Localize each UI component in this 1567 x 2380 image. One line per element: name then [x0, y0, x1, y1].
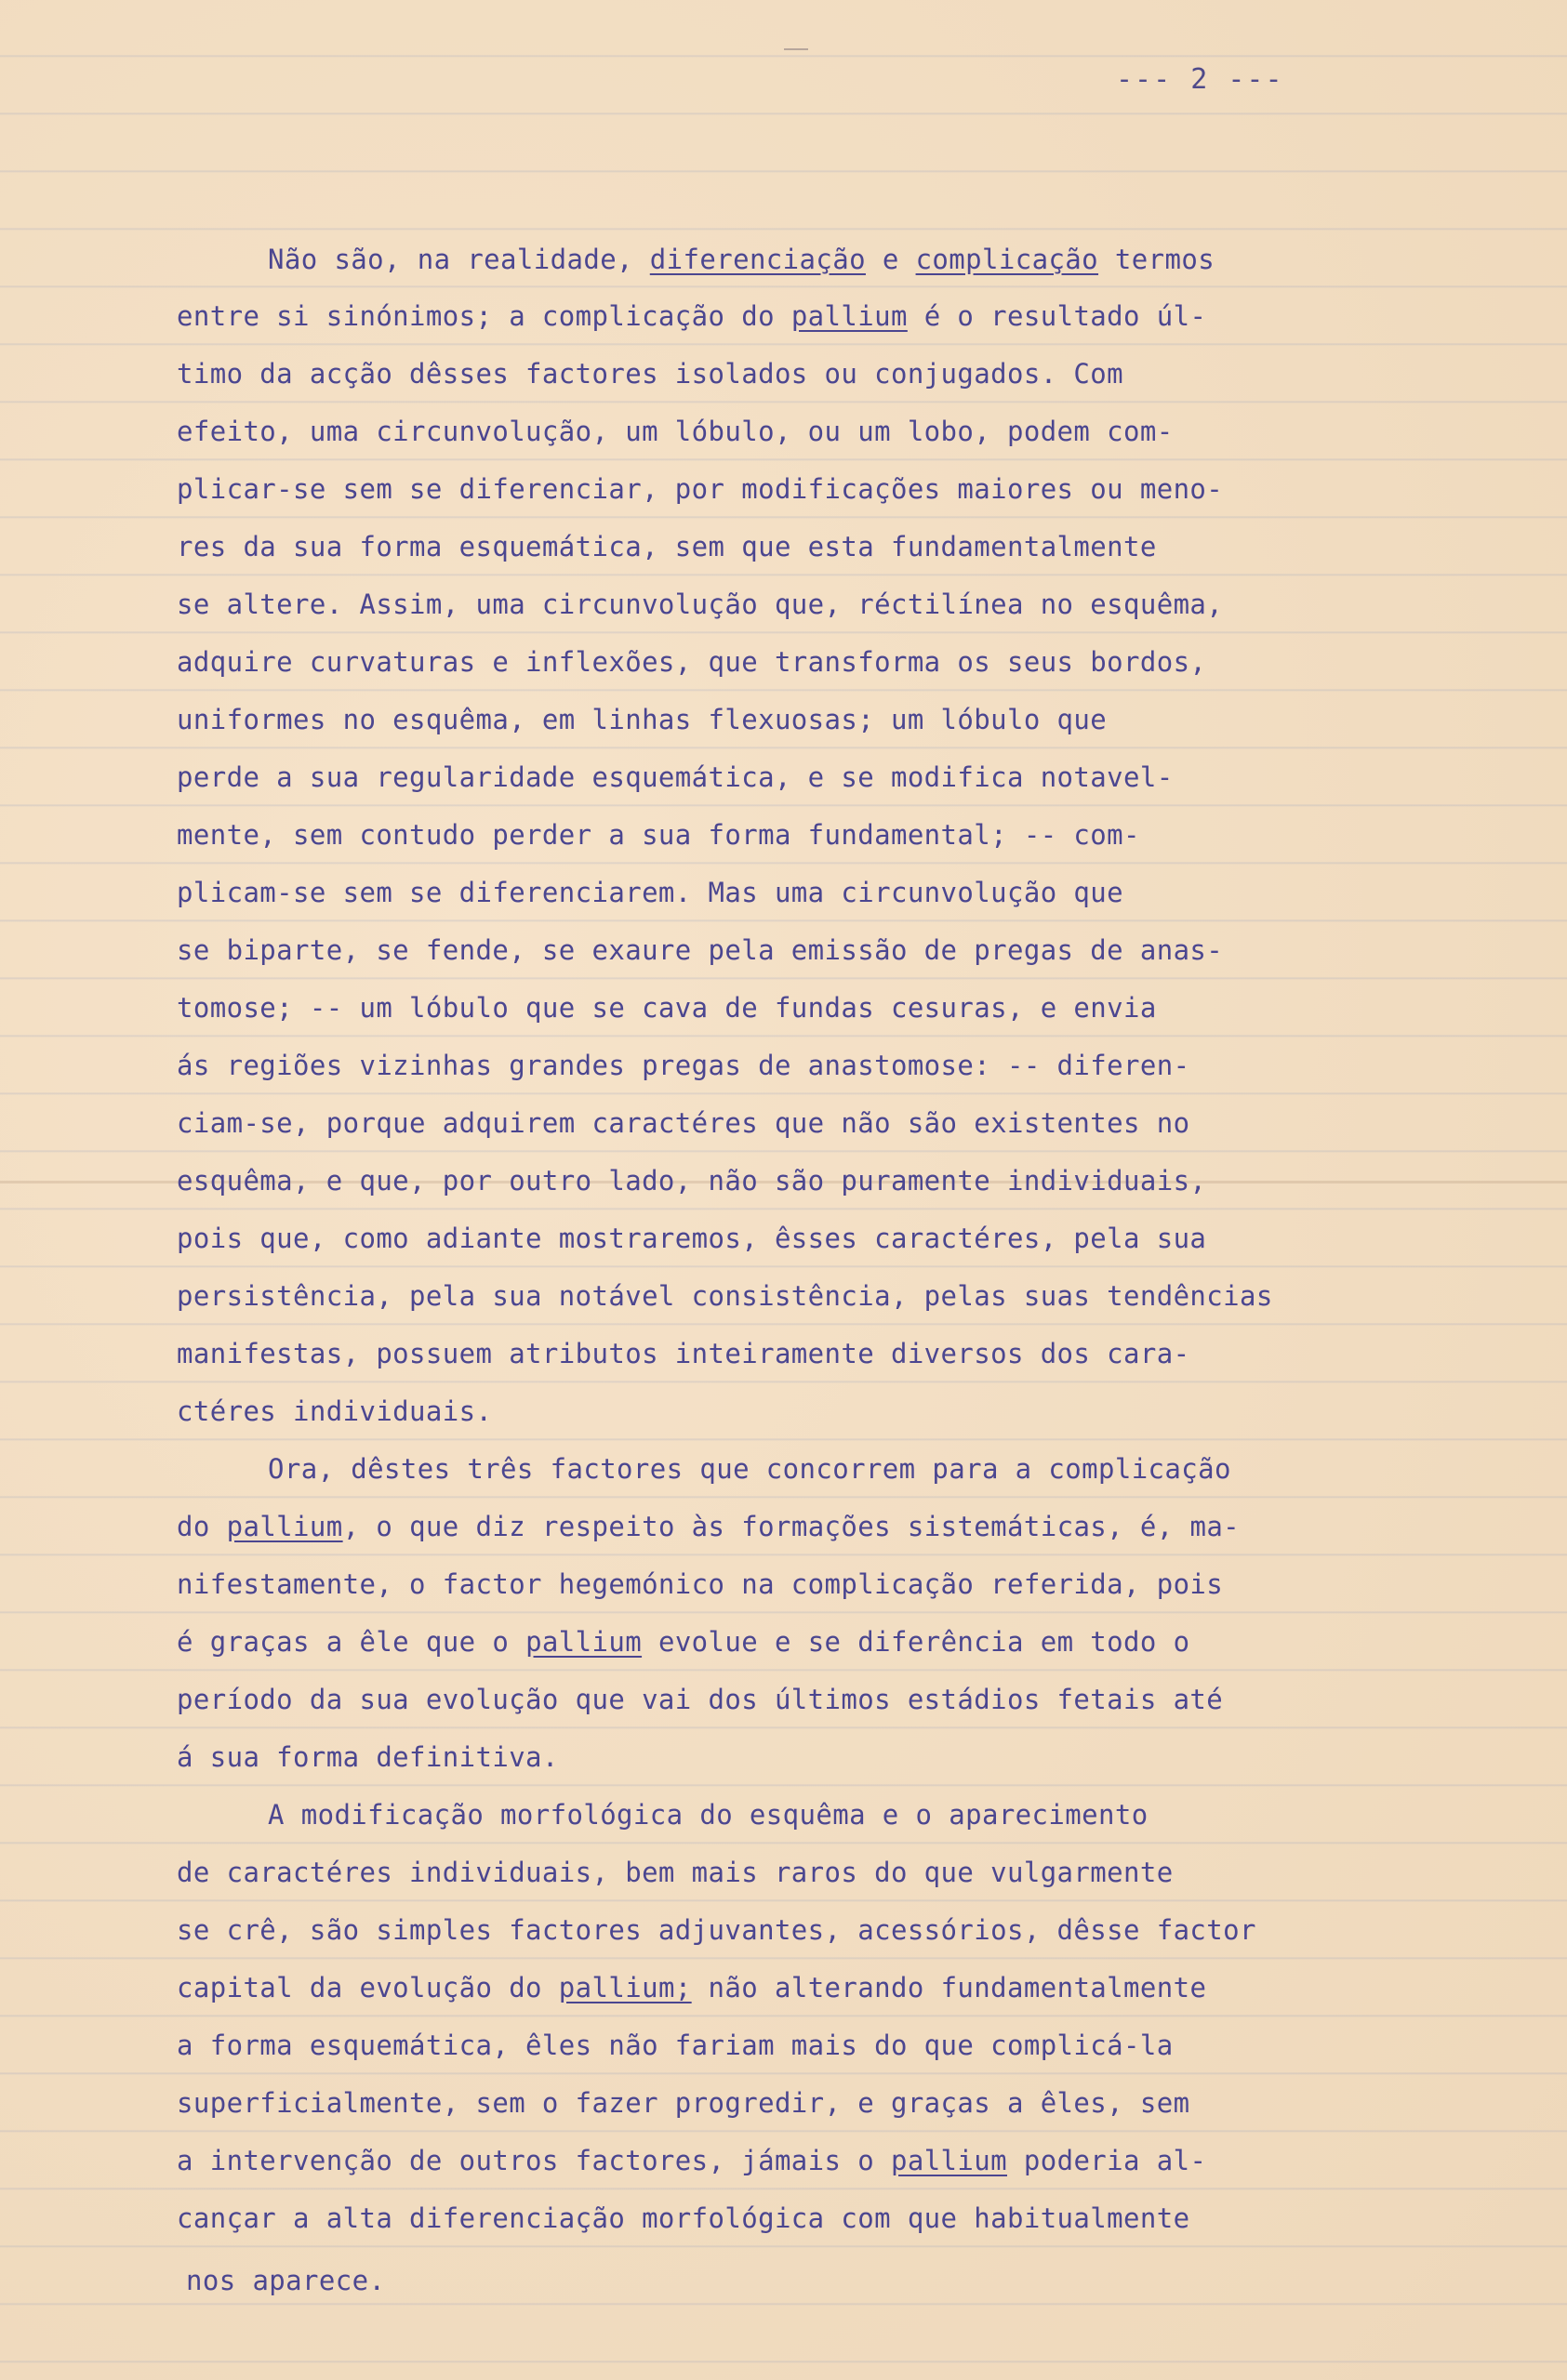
page-number: --- 2 --- — [1116, 63, 1284, 96]
text-line: Não são, na realidade, diferenciação e complicação termos — [268, 244, 1215, 275]
text-line: efeito, uma circunvolução, um lóbulo, ou um lobo, podem com- — [177, 416, 1174, 447]
text-line: esquêma, e que, por outro lado, não são puramente individuais, — [177, 1165, 1207, 1197]
text-line: nifestamente, o factor hegemónico na complicação referida, pois — [177, 1568, 1224, 1600]
text-line: plicam-se sem se diferenciarem. Mas uma circunvolução que — [177, 877, 1123, 908]
text-line: entre si sinónimos; a complicação do pallium é o resultado úl- — [177, 300, 1207, 332]
text-line: ás regiões vizinhas grandes pregas de anastomose: -- diferen- — [177, 1050, 1190, 1081]
text-line: res da sua forma esquemática, sem que esta fundamentalmente — [177, 531, 1157, 562]
text-line: período da sua evolução que vai dos últimos estádios fetais até — [177, 1684, 1224, 1715]
text-line: plicar-se sem se diferenciar, por modificações maiores ou meno- — [177, 473, 1224, 505]
text-line: ctéres individuais. — [177, 1395, 493, 1427]
pencil-mark — [784, 48, 808, 63]
text-line: perde a sua regularidade esquemática, e se modifica notavel- — [177, 761, 1174, 793]
text-line: mente, sem contudo perder a sua forma fundamental; -- com- — [177, 819, 1140, 851]
text-line: timo da acção dêsses factores isolados ou conjugados. Com — [177, 358, 1123, 390]
text-line: se altere. Assim, uma circunvolução que, réctilínea no esquêma, — [177, 588, 1224, 620]
text-line: manifestas, possuem atributos inteiramente diversos dos cara- — [177, 1338, 1190, 1369]
text-line: persistência, pela sua notável consistência, pelas suas tendências — [177, 1280, 1273, 1312]
text-line: é graças a êle que o pallium evolue e se diferência em todo o — [177, 1626, 1190, 1658]
text-line: superficialmente, sem o fazer progredir, e graças a êles, sem — [177, 2087, 1190, 2119]
text-line: do pallium, o que diz respeito às formações sistemáticas, é, ma- — [177, 1511, 1241, 1542]
text-line: pois que, como adiante mostraremos, êsses caractéres, pela sua — [177, 1223, 1207, 1254]
text-line: cançar a alta diferenciação morfológica com que habitualmente — [177, 2202, 1190, 2234]
text-line: A modificação morfológica do esquêma e o aparecimento — [268, 1799, 1149, 1831]
text-line: tomose; -- um lóbulo que se cava de fundas cesuras, e envia — [177, 992, 1157, 1024]
text-line: capital da evolução do pallium; não alterando fundamentalmente — [177, 1972, 1207, 2003]
text-line: adquire curvaturas e inflexões, que transforma os seus bordos, — [177, 646, 1207, 678]
text-line: Ora, dêstes três factores que concorrem para a complicação — [268, 1453, 1231, 1485]
text-line: a forma esquemática, êles não fariam mais do que complicá-la — [177, 2030, 1174, 2061]
text-line: uniformes no esquêma, em linhas flexuosas; um lóbulo que — [177, 704, 1108, 735]
text-line: a intervenção de outros factores, jámais o pallium poderia al- — [177, 2145, 1207, 2176]
text-line: á sua forma definitiva. — [177, 1741, 559, 1773]
text-line: nos aparece. — [186, 2265, 386, 2296]
text-line: de caractéres individuais, bem mais raros do que vulgarmente — [177, 1857, 1174, 1888]
text-line: se biparte, se fende, se exaure pela emissão de pregas de anas- — [177, 934, 1224, 966]
text-line: ciam-se, porque adquirem caractéres que não são existentes no — [177, 1107, 1190, 1139]
text-line: se crê, são simples factores adjuvantes, acessórios, dêsse factor — [177, 1914, 1256, 1946]
